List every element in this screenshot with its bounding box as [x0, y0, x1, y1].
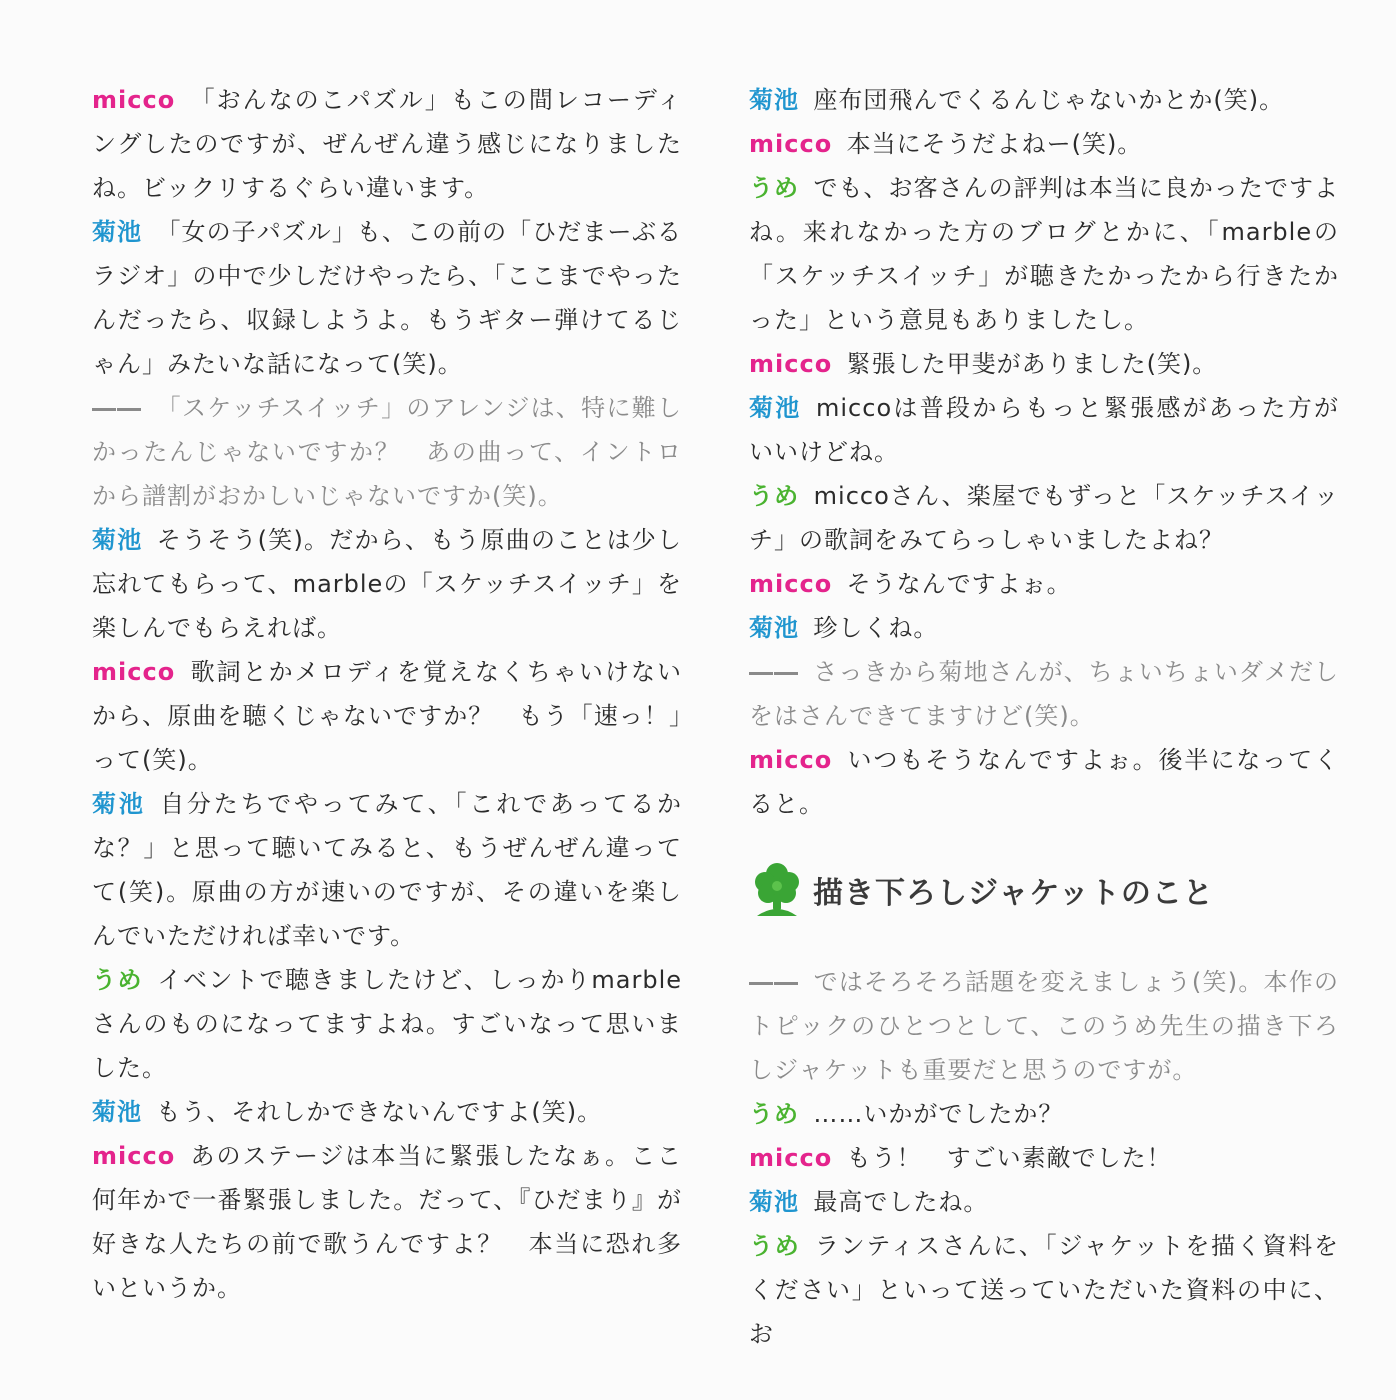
dialogue-text: ランティスさんに、「ジャケットを描く資料をください」といって送っていただいた資料の中に、お — [749, 1232, 1340, 1348]
dialogue-line — [749, 1224, 1339, 1356]
dialogue-text: ……いかがでしたか？ — [813, 1100, 1064, 1128]
dialogue-text: ではそろそろ話題を変えましょう(笑)。本作のトピックのひとつとして、このうめ先生の描き下ろしジャケットも重要だと思うのですが。 — [749, 968, 1339, 1084]
dialogue-line — [92, 210, 682, 386]
speaker-label: 菊池 — [749, 1188, 799, 1216]
dialogue-text: いつもそうなんですよぉ。後半になってくると。 — [749, 746, 1339, 818]
dialogue-text: 珍しくね。 — [813, 614, 939, 642]
speaker-label: うめ — [749, 174, 800, 202]
dialogue-text: そうそう(笑)。だから、もう原曲のことは少し忘れてもらって、marbleの「スケッチスイッチ」を楽しんでもらえれば。 — [92, 526, 683, 642]
dialogue-line — [92, 1090, 682, 1134]
dialogue-text: 歌詞とかメロディを覚えなくちゃいけないから、原曲を聴くじゃないですか？ もう「速っ！」って(笑)。 — [92, 658, 682, 774]
dialogue-text: 「おんなのこパズル」もこの間レコーディングしたのですが、ぜんぜん違う感じになりましたね。ビックリするぐらい違います。 — [92, 86, 682, 202]
speaker-label: 菊池 — [92, 1098, 142, 1126]
dialogue-line — [749, 342, 1339, 386]
dialogue-line — [749, 122, 1339, 166]
left-column — [92, 78, 682, 1310]
dialogue-line — [749, 78, 1339, 122]
dialogue-line — [749, 1092, 1339, 1136]
leaf-icon — [749, 860, 805, 920]
right-column-top — [749, 78, 1339, 826]
dialogue-text: でも、お客さんの評判は本当に良かったですよね。来れなかった方のブログとかに、「marbleの「スケッチスイッチ」が聴きたかったから行きたかった」という意見もありましたし。 — [749, 174, 1340, 334]
dialogue-text: 自分たちでやってみて、「これであってるかな？」と思って聴いてみると、もうぜんぜん違ってて(笑)。原曲の方が速いのですが、その違いを楽しんでいただければ幸いです。 — [92, 790, 683, 950]
dialogue-line — [92, 782, 682, 958]
dialogue-line — [92, 78, 682, 210]
dialogue-line — [749, 960, 1339, 1092]
speaker-label: micco — [92, 658, 176, 686]
dialogue-line — [749, 1180, 1339, 1224]
speaker-label: micco — [749, 350, 833, 378]
dialogue-text: 座布団飛んでくるんじゃないかとか(笑)。 — [813, 86, 1285, 114]
dialogue-text: そうなんですよぉ。 — [846, 570, 1072, 598]
speaker-label: うめ — [749, 1232, 801, 1260]
dialogue-text: 「スケッチスイッチ」のアレンジは、特に難しかったんじゃないですか？ あの曲って、イントロから譜割がおかしいじゃないですか(笑)。 — [92, 394, 682, 510]
speaker-label: micco — [92, 86, 176, 114]
dialogue-line — [92, 1134, 682, 1310]
speaker-label: 菊池 — [92, 790, 146, 818]
dialogue-line — [749, 166, 1339, 342]
dialogue-line — [749, 738, 1339, 826]
dialogue-line — [92, 958, 682, 1090]
dialogue-text: 最高でしたね。 — [813, 1188, 989, 1216]
dialogue-text: 「女の子パズル」も、この前の「ひだまーぶるラジオ」の中で少しだけやったら、「ここまでやったんだったら、収録しようよ。もうギター弾けてるじゃん」みたいな話になって(笑)。 — [92, 218, 682, 378]
dialogue-line — [749, 1136, 1339, 1180]
speaker-label: micco — [749, 570, 833, 598]
right-column-bottom — [749, 960, 1339, 1356]
dialogue-line — [92, 518, 682, 650]
speaker-label: 菊池 — [92, 218, 143, 246]
dialogue-text: あのステージは本当に緊張したなぁ。ここ何年かで一番緊張しました。だって、『ひだまり』が好きな人たちの前で歌うんですよ？ 本当に恐れ多いというか。 — [92, 1142, 682, 1302]
dialogue-text: 緊張した甲斐がありました(笑)。 — [846, 350, 1218, 378]
speaker-label: micco — [92, 1142, 176, 1170]
dialogue-line — [749, 474, 1339, 562]
speaker-label: micco — [749, 746, 833, 774]
dialogue-line — [749, 562, 1339, 606]
dialogue-text: miccoさん、楽屋でもずっと「スケッチスイッチ」の歌詞をみてらっしゃいましたよね？ — [749, 482, 1340, 554]
speaker-label: うめ — [749, 482, 800, 510]
dialogue-text: さっきから菊地さんが、ちょいちょいダメだしをはさんできてますけど(笑)。 — [749, 658, 1339, 730]
speaker-label: micco — [749, 1144, 833, 1172]
speaker-label: 菊池 — [749, 86, 799, 114]
dialogue-line — [749, 386, 1339, 474]
right-column — [749, 78, 1339, 1356]
dialogue-line — [92, 386, 682, 518]
section-title: 描き下ろしジャケットのこと — [813, 876, 1214, 911]
section-heading — [749, 860, 1339, 920]
dialogue-text: イベントで聴きましたけど、しっかりmarbleさんのものになってますよね。すごいなって思いました。 — [92, 966, 683, 1082]
dialogue-line — [749, 606, 1339, 650]
dialogue-text: もう！ すごい素敵でした！ — [846, 1144, 1172, 1172]
dialogue-text: miccoは普段からもっと緊張感があった方がいいけどね。 — [749, 394, 1339, 466]
dialogue-line — [92, 650, 682, 782]
speaker-label: micco — [749, 130, 833, 158]
speaker-label: ―― — [749, 658, 799, 686]
dialogue-text: 本当にそうだよねー(笑)。 — [846, 130, 1143, 158]
speaker-label: 菊池 — [92, 526, 143, 554]
speaker-label: 菊池 — [749, 614, 799, 642]
dialogue-text: もう、それしかできないんですよ(笑)。 — [156, 1098, 603, 1126]
dialogue-line — [749, 650, 1339, 738]
speaker-label: ―― — [92, 394, 142, 422]
speaker-label: ―― — [749, 968, 799, 996]
speaker-label: うめ — [92, 966, 144, 994]
speaker-label: うめ — [749, 1100, 799, 1128]
speaker-label: 菊池 — [749, 394, 802, 422]
